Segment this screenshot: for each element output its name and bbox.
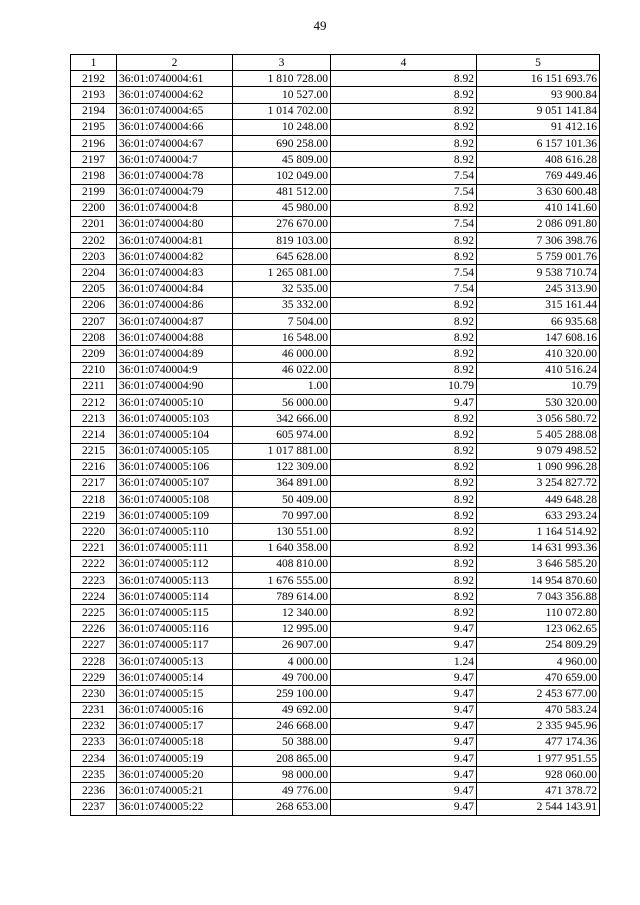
- area-value-cell: 408 810.00: [233, 556, 331, 572]
- cadastral-number-cell: 36:01:0740004:83: [117, 265, 233, 281]
- row-number-cell: 2214: [71, 427, 117, 443]
- rate-value-cell: 9.47: [331, 799, 477, 815]
- total-value-cell: 3 056 580.72: [477, 411, 600, 427]
- area-value-cell: 246 668.00: [233, 718, 331, 734]
- area-value-cell: 50 388.00: [233, 734, 331, 750]
- column-header-3: 3: [233, 55, 331, 71]
- rate-value-cell: 8.92: [331, 314, 477, 330]
- row-number-cell: 2225: [71, 605, 117, 621]
- rate-value-cell: 8.92: [331, 362, 477, 378]
- area-value-cell: 46 022.00: [233, 362, 331, 378]
- rate-value-cell: 7.54: [331, 265, 477, 281]
- cadastral-number-cell: 36:01:0740005:109: [117, 508, 233, 524]
- table-row: [71, 459, 600, 475]
- rate-value-cell: 8.92: [331, 103, 477, 119]
- row-number-cell: 2236: [71, 783, 117, 799]
- total-value-cell: 1 090 996.28: [477, 459, 600, 475]
- area-value-cell: 819 103.00: [233, 233, 331, 249]
- row-number-cell: 2218: [71, 492, 117, 508]
- row-number-cell: 2219: [71, 508, 117, 524]
- area-value-cell: 12 340.00: [233, 605, 331, 621]
- rate-value-cell: 9.47: [331, 621, 477, 637]
- total-value-cell: 7 306 398.76: [477, 233, 600, 249]
- cadastral-number-cell: 36:01:0740005:10: [117, 394, 233, 410]
- row-number-cell: 2202: [71, 233, 117, 249]
- cadastral-number-cell: 36:01:0740004:90: [117, 378, 233, 394]
- row-number-cell: 2237: [71, 799, 117, 815]
- table-row: [71, 734, 600, 750]
- area-value-cell: 10 248.00: [233, 119, 331, 135]
- total-value-cell: 245 313.90: [477, 281, 600, 297]
- area-value-cell: 45 809.00: [233, 152, 331, 168]
- cadastral-number-cell: 36:01:0740004:88: [117, 330, 233, 346]
- area-value-cell: 35 332.00: [233, 297, 331, 313]
- rate-value-cell: 1.24: [331, 653, 477, 669]
- table-row: [71, 71, 600, 87]
- table-row: [71, 540, 600, 556]
- row-number-cell: 2207: [71, 314, 117, 330]
- row-number-cell: 2192: [71, 71, 117, 87]
- area-value-cell: 98 000.00: [233, 767, 331, 783]
- row-number-cell: 2221: [71, 540, 117, 556]
- area-value-cell: 789 614.00: [233, 589, 331, 605]
- cadastral-number-cell: 36:01:0740004:84: [117, 281, 233, 297]
- row-number-cell: 2226: [71, 621, 117, 637]
- table-row: [71, 297, 600, 313]
- total-value-cell: 3 630 600.48: [477, 184, 600, 200]
- row-number-cell: 2211: [71, 378, 117, 394]
- area-value-cell: 49 692.00: [233, 702, 331, 718]
- total-value-cell: 470 659.00: [477, 670, 600, 686]
- total-value-cell: 470 583.24: [477, 702, 600, 718]
- table-row: [71, 362, 600, 378]
- total-value-cell: 449 648.28: [477, 492, 600, 508]
- row-number-cell: 2222: [71, 556, 117, 572]
- data-table: [70, 54, 600, 816]
- row-number-cell: 2208: [71, 330, 117, 346]
- area-value-cell: 605 974.00: [233, 427, 331, 443]
- table-row: [71, 702, 600, 718]
- rate-value-cell: 7.54: [331, 216, 477, 232]
- cadastral-number-cell: 36:01:0740004:78: [117, 168, 233, 184]
- cadastral-number-cell: 36:01:0740005:107: [117, 475, 233, 491]
- rate-value-cell: 9.47: [331, 767, 477, 783]
- table-row: [71, 783, 600, 799]
- area-value-cell: 26 907.00: [233, 637, 331, 653]
- rate-value-cell: 8.92: [331, 152, 477, 168]
- cadastral-number-cell: 36:01:0740005:111: [117, 540, 233, 556]
- area-value-cell: 645 628.00: [233, 249, 331, 265]
- rate-value-cell: 8.92: [331, 411, 477, 427]
- total-value-cell: 110 072.80: [477, 605, 600, 621]
- rate-value-cell: 8.92: [331, 427, 477, 443]
- cadastral-number-cell: 36:01:0740004:61: [117, 71, 233, 87]
- cadastral-number-cell: 36:01:0740005:15: [117, 686, 233, 702]
- table-row: [71, 605, 600, 621]
- area-value-cell: 102 049.00: [233, 168, 331, 184]
- area-value-cell: 12 995.00: [233, 621, 331, 637]
- total-value-cell: 9 051 141.84: [477, 103, 600, 119]
- rate-value-cell: 8.92: [331, 330, 477, 346]
- cadastral-number-cell: 36:01:0740005:106: [117, 459, 233, 475]
- area-value-cell: 342 666.00: [233, 411, 331, 427]
- cadastral-number-cell: 36:01:0740005:112: [117, 556, 233, 572]
- area-value-cell: 49 700.00: [233, 670, 331, 686]
- total-value-cell: 408 616.28: [477, 152, 600, 168]
- table-row: [71, 233, 600, 249]
- area-value-cell: 1 640 358.00: [233, 540, 331, 556]
- area-value-cell: 49 776.00: [233, 783, 331, 799]
- cadastral-number-cell: 36:01:0740004:89: [117, 346, 233, 362]
- total-value-cell: 471 378.72: [477, 783, 600, 799]
- row-number-cell: 2213: [71, 411, 117, 427]
- area-value-cell: 4 000.00: [233, 653, 331, 669]
- table-row: [71, 168, 600, 184]
- row-number-cell: 2224: [71, 589, 117, 605]
- total-value-cell: 530 320.00: [477, 394, 600, 410]
- area-value-cell: 46 000.00: [233, 346, 331, 362]
- total-value-cell: 1 977 951.55: [477, 751, 600, 767]
- cadastral-number-cell: 36:01:0740004:86: [117, 297, 233, 313]
- table-row: [71, 378, 600, 394]
- cadastral-number-cell: 36:01:0740004:67: [117, 135, 233, 151]
- total-value-cell: 10.79: [477, 378, 600, 394]
- area-value-cell: 56 000.00: [233, 394, 331, 410]
- total-value-cell: 66 935.68: [477, 314, 600, 330]
- total-value-cell: 1 164 514.92: [477, 524, 600, 540]
- area-value-cell: 481 512.00: [233, 184, 331, 200]
- row-number-cell: 2196: [71, 135, 117, 151]
- area-value-cell: 1 265 081.00: [233, 265, 331, 281]
- total-value-cell: 14 631 993.36: [477, 540, 600, 556]
- rate-value-cell: 8.92: [331, 556, 477, 572]
- column-header-5: 5: [477, 55, 600, 71]
- rate-value-cell: 7.54: [331, 168, 477, 184]
- table-row: [71, 653, 600, 669]
- rate-value-cell: 8.92: [331, 200, 477, 216]
- area-value-cell: 50 409.00: [233, 492, 331, 508]
- row-number-cell: 2205: [71, 281, 117, 297]
- table-row: [71, 686, 600, 702]
- table-row: [71, 87, 600, 103]
- cadastral-number-cell: 36:01:0740005:105: [117, 443, 233, 459]
- cadastral-number-cell: 36:01:0740005:13: [117, 653, 233, 669]
- total-value-cell: 410 320.00: [477, 346, 600, 362]
- rate-value-cell: 9.47: [331, 670, 477, 686]
- row-number-cell: 2233: [71, 734, 117, 750]
- total-value-cell: 5 759 001.76: [477, 249, 600, 265]
- rate-value-cell: 7.54: [331, 281, 477, 297]
- rate-value-cell: 8.92: [331, 135, 477, 151]
- row-number-cell: 2197: [71, 152, 117, 168]
- table-row: [71, 200, 600, 216]
- area-value-cell: 10 527.00: [233, 87, 331, 103]
- table-row: [71, 475, 600, 491]
- cadastral-number-cell: 36:01:0740004:65: [117, 103, 233, 119]
- row-number-cell: 2231: [71, 702, 117, 718]
- total-value-cell: 14 954 870.60: [477, 573, 600, 589]
- total-value-cell: 315 161.44: [477, 297, 600, 313]
- table-row: [71, 394, 600, 410]
- table-row: [71, 637, 600, 653]
- area-value-cell: 1 810 728.00: [233, 71, 331, 87]
- area-value-cell: 268 653.00: [233, 799, 331, 815]
- total-value-cell: 928 060.00: [477, 767, 600, 783]
- rate-value-cell: 8.92: [331, 573, 477, 589]
- total-value-cell: 91 412.16: [477, 119, 600, 135]
- area-value-cell: 45 980.00: [233, 200, 331, 216]
- cadastral-number-cell: 36:01:0740005:110: [117, 524, 233, 540]
- column-header-2: 2: [117, 55, 233, 71]
- row-number-cell: 2212: [71, 394, 117, 410]
- cadastral-number-cell: 36:01:0740005:114: [117, 589, 233, 605]
- area-value-cell: 7 504.00: [233, 314, 331, 330]
- row-number-cell: 2201: [71, 216, 117, 232]
- area-value-cell: 1 676 555.00: [233, 573, 331, 589]
- cadastral-number-cell: 36:01:0740005:103: [117, 411, 233, 427]
- cadastral-number-cell: 36:01:0740004:66: [117, 119, 233, 135]
- rate-value-cell: 8.92: [331, 524, 477, 540]
- area-value-cell: 364 891.00: [233, 475, 331, 491]
- row-number-cell: 2223: [71, 573, 117, 589]
- row-number-cell: 2232: [71, 718, 117, 734]
- table-row: [71, 670, 600, 686]
- table-row: [71, 152, 600, 168]
- total-value-cell: 2 086 091.80: [477, 216, 600, 232]
- row-number-cell: 2216: [71, 459, 117, 475]
- row-number-cell: 2193: [71, 87, 117, 103]
- total-value-cell: 477 174.36: [477, 734, 600, 750]
- total-value-cell: 5 405 288.08: [477, 427, 600, 443]
- cadastral-number-cell: 36:01:0740005:108: [117, 492, 233, 508]
- table-row: [71, 573, 600, 589]
- row-number-cell: 2230: [71, 686, 117, 702]
- rate-value-cell: 9.47: [331, 702, 477, 718]
- row-number-cell: 2235: [71, 767, 117, 783]
- rate-value-cell: 8.92: [331, 492, 477, 508]
- rate-value-cell: 8.92: [331, 297, 477, 313]
- table-row: [71, 621, 600, 637]
- total-value-cell: 16 151 693.76: [477, 71, 600, 87]
- cadastral-number-cell: 36:01:0740004:9: [117, 362, 233, 378]
- rate-value-cell: 8.92: [331, 443, 477, 459]
- rate-value-cell: 9.47: [331, 718, 477, 734]
- total-value-cell: 93 900.84: [477, 87, 600, 103]
- total-value-cell: 2 544 143.91: [477, 799, 600, 815]
- table-body: [71, 71, 600, 816]
- rate-value-cell: 9.47: [331, 783, 477, 799]
- table-row: [71, 751, 600, 767]
- row-number-cell: 2198: [71, 168, 117, 184]
- cadastral-number-cell: 36:01:0740004:8: [117, 200, 233, 216]
- total-value-cell: 254 809.29: [477, 637, 600, 653]
- rate-value-cell: 8.92: [331, 71, 477, 87]
- row-number-cell: 2194: [71, 103, 117, 119]
- area-value-cell: 208 865.00: [233, 751, 331, 767]
- total-value-cell: 633 293.24: [477, 508, 600, 524]
- table-row: [71, 330, 600, 346]
- total-value-cell: 410 141.60: [477, 200, 600, 216]
- total-value-cell: 2 335 945.96: [477, 718, 600, 734]
- area-value-cell: 1 017 881.00: [233, 443, 331, 459]
- rate-value-cell: 8.92: [331, 589, 477, 605]
- total-value-cell: 9 538 710.74: [477, 265, 600, 281]
- row-number-cell: 2209: [71, 346, 117, 362]
- area-value-cell: 32 535.00: [233, 281, 331, 297]
- table-row: [71, 216, 600, 232]
- rate-value-cell: 8.92: [331, 508, 477, 524]
- total-value-cell: 3 254 827.72: [477, 475, 600, 491]
- total-value-cell: 3 646 585.20: [477, 556, 600, 572]
- table-row: [71, 103, 600, 119]
- rate-value-cell: 8.92: [331, 540, 477, 556]
- cadastral-number-cell: 36:01:0740005:20: [117, 767, 233, 783]
- table-row: [71, 184, 600, 200]
- row-number-cell: 2227: [71, 637, 117, 653]
- rate-value-cell: 10.79: [331, 378, 477, 394]
- row-number-cell: 2229: [71, 670, 117, 686]
- total-value-cell: 147 608.16: [477, 330, 600, 346]
- cadastral-number-cell: 36:01:0740004:87: [117, 314, 233, 330]
- area-value-cell: 1 014 702.00: [233, 103, 331, 119]
- table-row: [71, 556, 600, 572]
- table-row: [71, 119, 600, 135]
- row-number-cell: 2204: [71, 265, 117, 281]
- rate-value-cell: 8.92: [331, 346, 477, 362]
- rate-value-cell: 9.47: [331, 751, 477, 767]
- table-row: [71, 427, 600, 443]
- cadastral-number-cell: 36:01:0740005:104: [117, 427, 233, 443]
- rate-value-cell: 9.47: [331, 637, 477, 653]
- cadastral-number-cell: 36:01:0740005:18: [117, 734, 233, 750]
- table-row: [71, 314, 600, 330]
- total-value-cell: 410 516.24: [477, 362, 600, 378]
- table-header-row: [71, 55, 600, 71]
- rate-value-cell: 8.92: [331, 475, 477, 491]
- table-row: [71, 508, 600, 524]
- rate-value-cell: 7.54: [331, 184, 477, 200]
- table-row: [71, 524, 600, 540]
- cadastral-number-cell: 36:01:0740005:19: [117, 751, 233, 767]
- table-row: [71, 265, 600, 281]
- cadastral-number-cell: 36:01:0740005:115: [117, 605, 233, 621]
- total-value-cell: 6 157 101.36: [477, 135, 600, 151]
- cadastral-number-cell: 36:01:0740005:113: [117, 573, 233, 589]
- cadastral-number-cell: 36:01:0740005:117: [117, 637, 233, 653]
- table-row: [71, 281, 600, 297]
- row-number-cell: 2228: [71, 653, 117, 669]
- cadastral-number-cell: 36:01:0740005:21: [117, 783, 233, 799]
- rate-value-cell: 8.92: [331, 249, 477, 265]
- area-value-cell: 130 551.00: [233, 524, 331, 540]
- table-row: [71, 135, 600, 151]
- row-number-cell: 2217: [71, 475, 117, 491]
- row-number-cell: 2210: [71, 362, 117, 378]
- area-value-cell: 70 997.00: [233, 508, 331, 524]
- row-number-cell: 2203: [71, 249, 117, 265]
- cadastral-number-cell: 36:01:0740005:22: [117, 799, 233, 815]
- row-number-cell: 2199: [71, 184, 117, 200]
- rate-value-cell: 8.92: [331, 459, 477, 475]
- cadastral-number-cell: 36:01:0740005:16: [117, 702, 233, 718]
- cadastral-number-cell: 36:01:0740004:81: [117, 233, 233, 249]
- rate-value-cell: 8.92: [331, 119, 477, 135]
- total-value-cell: 4 960.00: [477, 653, 600, 669]
- total-value-cell: 7 043 356.88: [477, 589, 600, 605]
- total-value-cell: 2 453 677.00: [477, 686, 600, 702]
- total-value-cell: 769 449.46: [477, 168, 600, 184]
- cadastral-number-cell: 36:01:0740004:7: [117, 152, 233, 168]
- rate-value-cell: 8.92: [331, 87, 477, 103]
- table-row: [71, 799, 600, 815]
- total-value-cell: 9 079 498.52: [477, 443, 600, 459]
- row-number-cell: 2234: [71, 751, 117, 767]
- rate-value-cell: 9.47: [331, 734, 477, 750]
- table-row: [71, 589, 600, 605]
- table-row: [71, 249, 600, 265]
- cadastral-number-cell: 36:01:0740005:17: [117, 718, 233, 734]
- cadastral-number-cell: 36:01:0740004:79: [117, 184, 233, 200]
- table-row: [71, 411, 600, 427]
- cadastral-number-cell: 36:01:0740004:82: [117, 249, 233, 265]
- row-number-cell: 2215: [71, 443, 117, 459]
- cadastral-number-cell: 36:01:0740004:62: [117, 87, 233, 103]
- rate-value-cell: 8.92: [331, 605, 477, 621]
- table-row: [71, 346, 600, 362]
- page-number: 49: [313, 18, 327, 33]
- rate-value-cell: 9.47: [331, 686, 477, 702]
- area-value-cell: 122 309.00: [233, 459, 331, 475]
- area-value-cell: 259 100.00: [233, 686, 331, 702]
- table-row: [71, 767, 600, 783]
- table-row: [71, 718, 600, 734]
- column-header-4: 4: [331, 55, 477, 71]
- area-value-cell: 1.00: [233, 378, 331, 394]
- row-number-cell: 2200: [71, 200, 117, 216]
- rate-value-cell: 9.47: [331, 394, 477, 410]
- column-header-1: 1: [71, 55, 117, 71]
- area-value-cell: 16 548.00: [233, 330, 331, 346]
- row-number-cell: 2195: [71, 119, 117, 135]
- rate-value-cell: 8.92: [331, 233, 477, 249]
- cadastral-number-cell: 36:01:0740004:80: [117, 216, 233, 232]
- cadastral-number-cell: 36:01:0740005:116: [117, 621, 233, 637]
- row-number-cell: 2220: [71, 524, 117, 540]
- row-number-cell: 2206: [71, 297, 117, 313]
- area-value-cell: 276 670.00: [233, 216, 331, 232]
- cadastral-number-cell: 36:01:0740005:14: [117, 670, 233, 686]
- table-row: [71, 492, 600, 508]
- total-value-cell: 123 062.65: [477, 621, 600, 637]
- table-row: [71, 443, 600, 459]
- area-value-cell: 690 258.00: [233, 135, 331, 151]
